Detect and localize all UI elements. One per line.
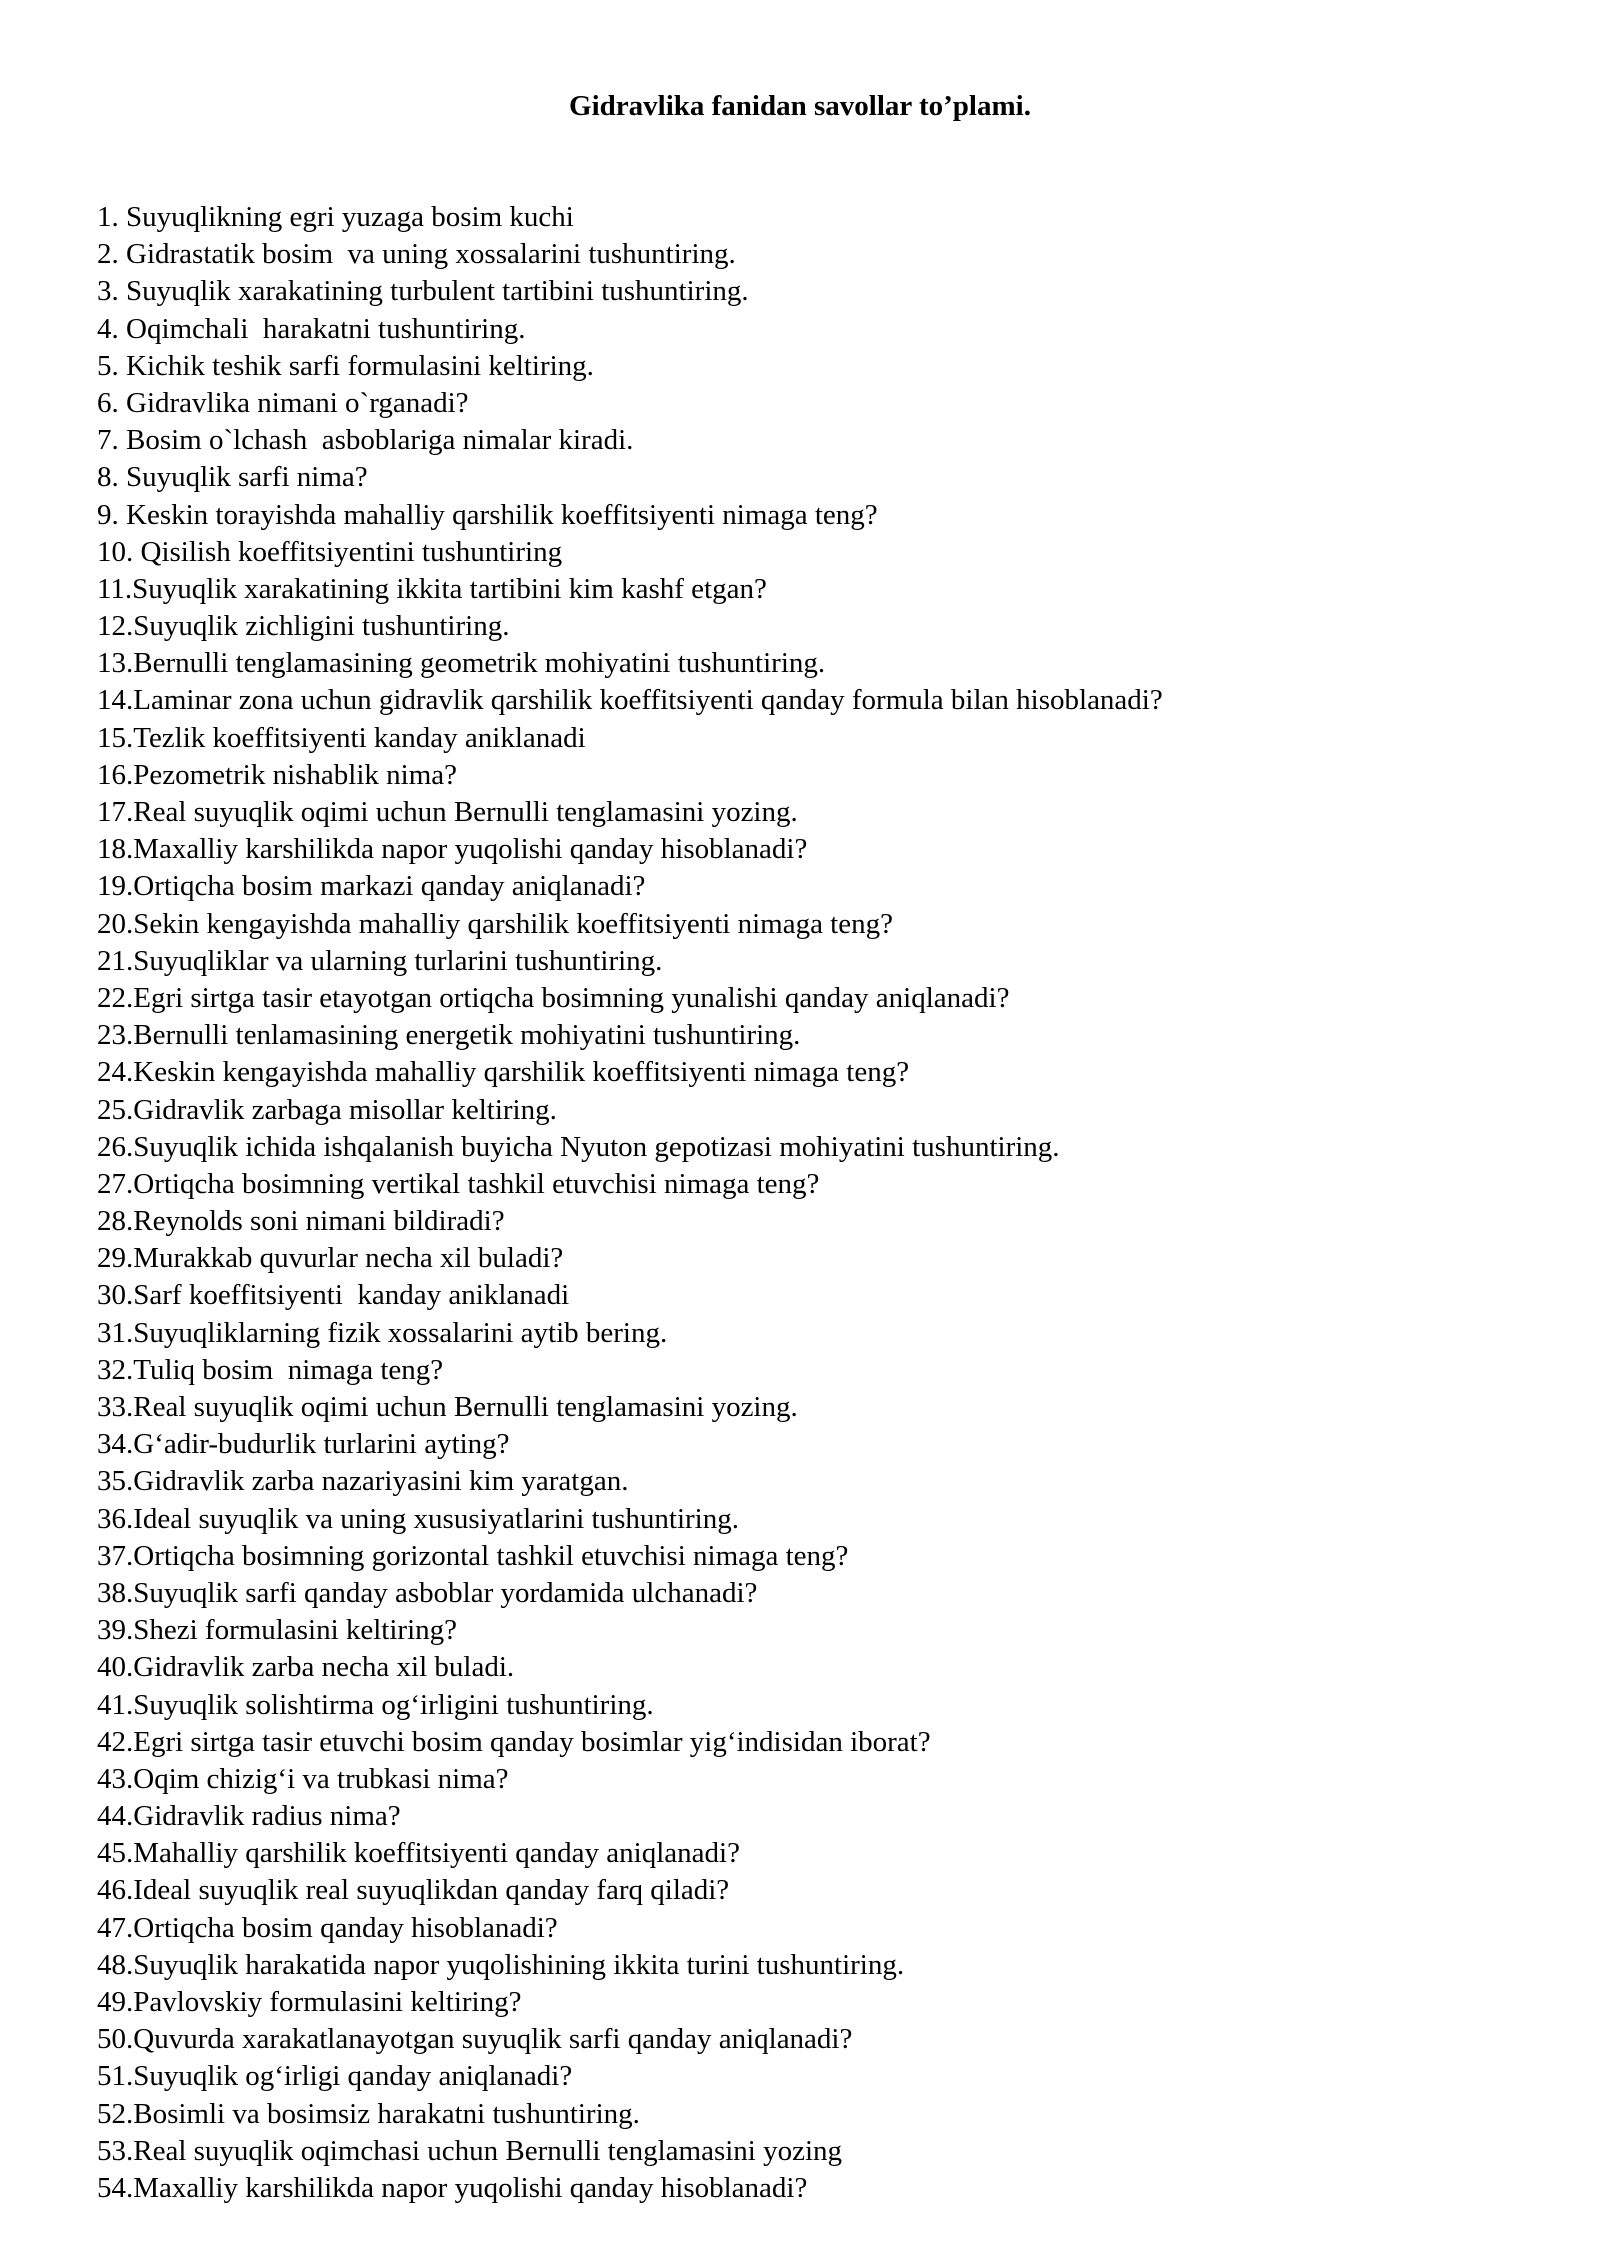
question-item: 14.Laminar zona uchun gidravlik qarshilik koeffitsiyenti qanday formula bilan hisoblanadi?: [97, 684, 1163, 717]
question-item: 33.Real suyuqlik oqimi uchun Bernulli tenglamasini yozing.: [97, 1391, 798, 1423]
question-item: 43.Oqim chizig‘i va trubkasi nima?: [97, 1762, 509, 1795]
question-item: 7. Bosim o`lchash asboblariga nimalar kiradi.: [97, 424, 634, 457]
question-item: 19.Ortiqcha bosim markazi qanday aniqlanadi?: [97, 870, 646, 903]
question-item: 22.Egri sirtga tasir etayotgan ortiqcha bosimning yunalishi qanday aniqlanadi?: [97, 981, 1010, 1014]
question-item: 40.Gidravlik zarba necha xil buladi.: [97, 1651, 515, 1684]
document-title: Gidravlika fanidan savollar to’plami.: [569, 90, 1031, 122]
question-item: 18.Maxalliy karshilikda napor yuqolishi qanday hisoblanadi?: [97, 833, 808, 866]
question-item: 16.Pezometrik nishablik nima?: [97, 758, 458, 791]
question-item: 9. Keskin torayishda mahalliy qarshilik koeffitsiyenti nimaga teng?: [97, 498, 878, 531]
question-item: 34.G‘adir-budurlik turlarini ayting?: [97, 1428, 510, 1461]
question-item: 17.Real suyuqlik oqimi uchun Bernulli tenglamasini yozing.: [97, 796, 798, 828]
question-item: 1. Suyuqlikning egri yuzaga bosim kuchi: [97, 201, 574, 233]
question-item: 23.Bernulli tenlamasining energetik mohiyatini tushuntiring.: [97, 1019, 801, 1052]
question-item: 20.Sekin kengayishda mahalliy qarshilik koeffitsiyenti nimaga teng?: [97, 907, 893, 940]
question-item: 37.Ortiqcha bosimning gorizontal tashkil etuvchisi nimaga teng?: [97, 1539, 849, 1572]
question-item: 26.Suyuqlik ichida ishqalanish buyicha Nyuton gepotizasi mohiyatini tushuntiring.: [97, 1130, 1060, 1163]
question-item: 54.Maxalliy karshilikda napor yuqolishi qanday hisoblanadi?: [97, 2171, 808, 2204]
question-item: 46.Ideal suyuqlik real suyuqlikdan qanday farq qiladi?: [97, 1874, 730, 1907]
question-item: 12.Suyuqlik zichligini tushuntiring.: [97, 610, 510, 643]
question-item: 27.Ortiqcha bosimning vertikal tashkil etuvchisi nimaga teng?: [97, 1167, 820, 1200]
question-item: 11.Suyuqlik xarakatining ikkita tartibini kim kashf etgan?: [97, 572, 767, 605]
question-item: 35.Gidravlik zarba nazariyasini kim yaratgan.: [97, 1465, 629, 1498]
question-item: 13.Bernulli tenglamasining geometrik mohiyatini tushuntiring.: [97, 647, 826, 680]
question-item: 4. Oqimchali harakatni tushuntiring.: [97, 312, 526, 345]
question-item: 32.Tuliq bosim nimaga teng?: [97, 1353, 444, 1386]
question-item: 8. Suyuqlik sarfi nima?: [97, 461, 368, 494]
question-item: 3. Suyuqlik xarakatining turbulent tartibini tushuntiring.: [97, 275, 749, 308]
question-item: 42.Egri sirtga tasir etuvchi bosim qanday bosimlar yig‘indisidan iborat?: [97, 1725, 931, 1758]
question-item: 50.Quvurda xarakatlanayotgan suyuqlik sarfi qanday aniqlanadi?: [97, 2023, 853, 2056]
question-item: 25.Gidravlik zarbaga misollar keltiring.: [97, 1093, 557, 1126]
question-item: 52.Bosimli va bosimsiz harakatni tushuntiring.: [97, 2097, 640, 2130]
question-item: 51.Suyuqlik og‘irligi qanday aniqlanadi?: [97, 2060, 573, 2093]
question-item: 47.Ortiqcha bosim qanday hisoblanadi?: [97, 1911, 558, 1944]
question-item: 2. Gidrastatik bosim va uning xossalarini tushuntiring.: [97, 238, 736, 271]
question-item: 30.Sarf koeffitsiyenti kanday aniklanadi: [97, 1279, 570, 1312]
question-item: 53.Real suyuqlik oqimchasi uchun Bernulli tenglamasini yozing: [97, 2134, 843, 2167]
question-item: 5. Kichik teshik sarfi formulasini keltiring.: [97, 349, 594, 382]
question-list: [97, 199, 1163, 2207]
question-item: 31.Suyuqliklarning fizik xossalarini aytib bering.: [97, 1316, 668, 1349]
question-item: 28.Reynolds soni nimani bildiradi?: [97, 1205, 505, 1238]
question-item: 44.Gidravlik radius nima?: [97, 1800, 401, 1833]
question-item: 10. Qisilish koeffitsiyentini tushuntiring: [97, 535, 563, 568]
question-item: 29.Murakkab quvurlar necha xil buladi?: [97, 1242, 564, 1275]
question-item: 38.Suyuqlik sarfi qanday asboblar yordamida ulchanadi?: [97, 1576, 758, 1609]
question-item: 24.Keskin kengayishda mahalliy qarshilik koeffitsiyenti nimaga teng?: [97, 1056, 910, 1089]
question-item: 36.Ideal suyuqlik va uning xususiyatlarini tushuntiring.: [97, 1502, 739, 1535]
question-item: 6. Gidravlika nimani o`rganadi?: [97, 386, 469, 419]
question-item: 41.Suyuqlik solishtirma og‘irligini tushuntiring.: [97, 1688, 654, 1721]
question-item: 15.Tezlik koeffitsiyenti kanday aniklanadi: [97, 721, 586, 754]
question-item: 21.Suyuqliklar va ularning turlarini tushuntiring.: [97, 944, 663, 977]
question-item: 45.Mahalliy qarshilik koeffitsiyenti qanday aniqlanadi?: [97, 1837, 740, 1870]
question-item: 48.Suyuqlik harakatida napor yuqolishining ikkita turini tushuntiring.: [97, 1948, 905, 1981]
question-item: 39.Shezi formulasini keltiring?: [97, 1614, 458, 1647]
question-item: 49.Pavlovskiy formulasini keltiring?: [97, 1986, 522, 2018]
